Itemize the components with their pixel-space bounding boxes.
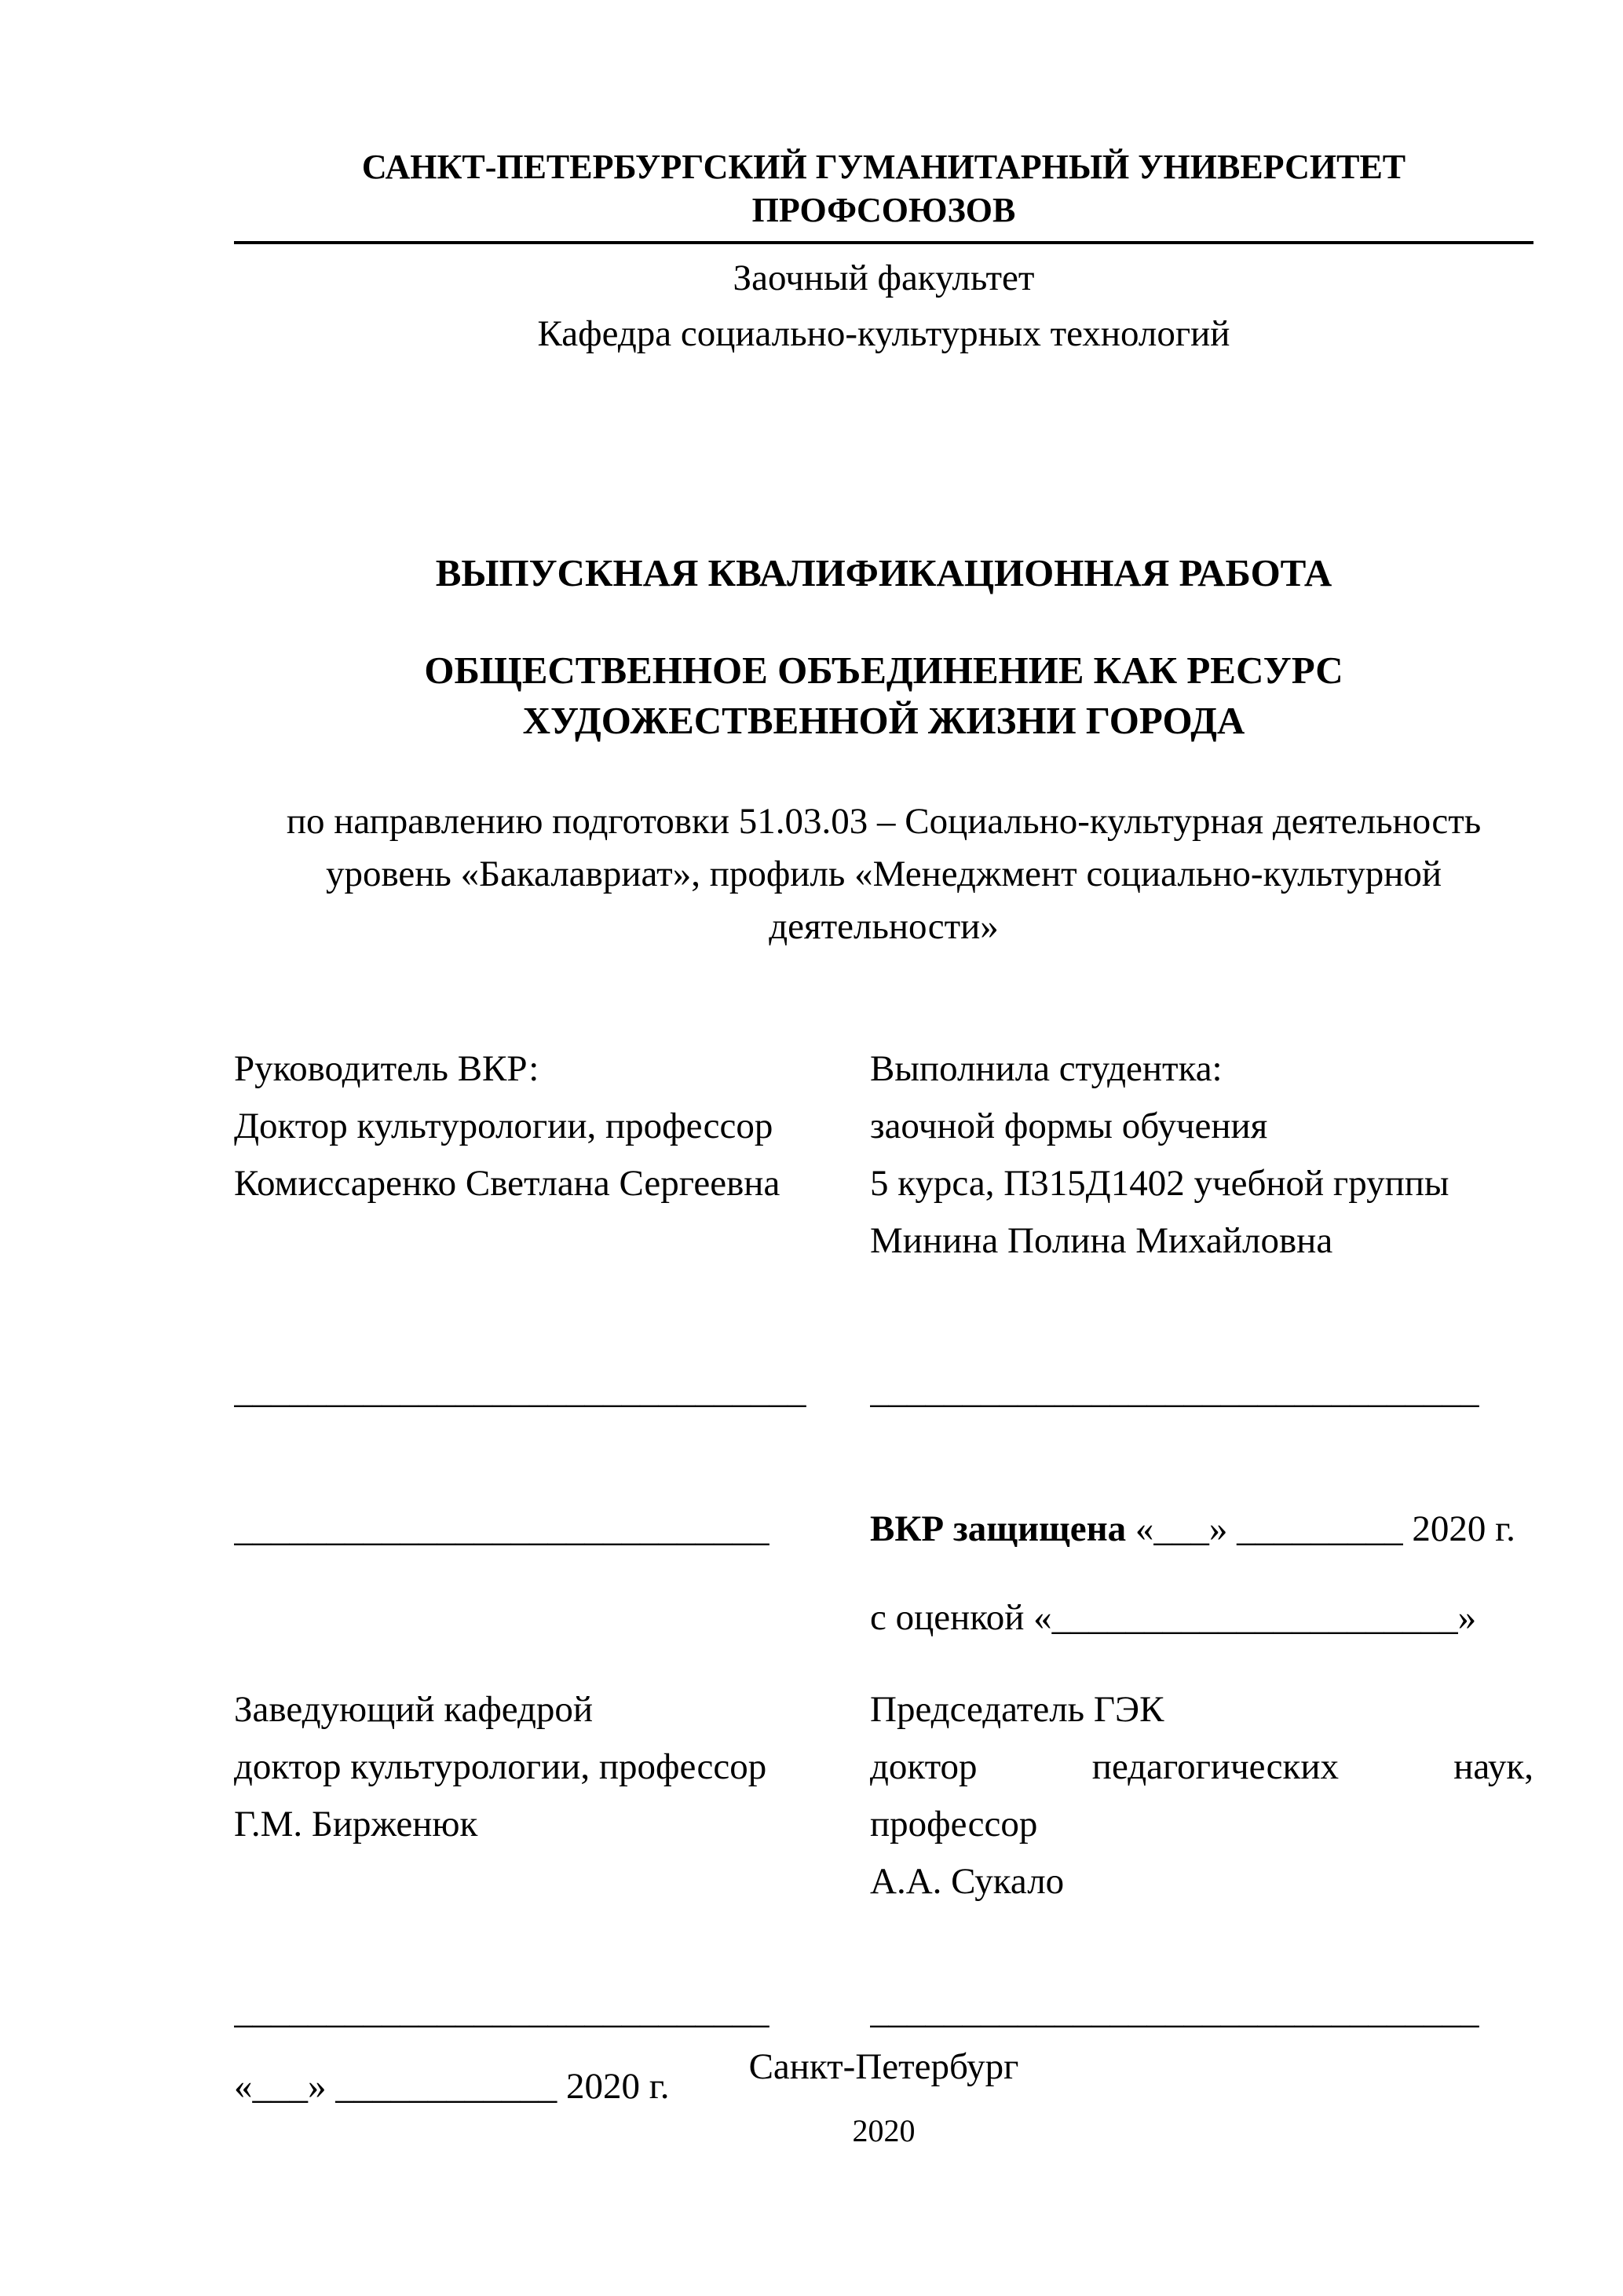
department-head-name: Г.М. Бирженюк xyxy=(234,1803,478,1844)
student-label: Выполнила студентка: xyxy=(870,1048,1223,1090)
grade-row-spacer xyxy=(234,1589,815,1647)
grade-row xyxy=(234,1589,1533,1647)
faculty-name: Заочный факультет xyxy=(733,258,1035,298)
signature-row-1 xyxy=(234,1362,1533,1420)
defended-date-blanks: «___» _________ 2020 г. xyxy=(1126,1508,1515,1550)
department-head-block xyxy=(234,1681,815,1910)
gek-chair-title: Председатель ГЭК xyxy=(870,1689,1164,1731)
gek-chair-degree: доктор педагогических наук, xyxy=(870,1746,1533,1787)
grade-line: с оценкой «______________________» xyxy=(870,1597,1477,1639)
university-name: САНКТ-ПЕТЕРБУРГСКИЙ ГУМАНИТАРНЫЙ УНИВЕРСИТЕТ ПРОФСОЮЗОВ xyxy=(234,145,1533,244)
student-name: Минина Полина Михайловна xyxy=(870,1219,1333,1261)
footer-year: 2020 xyxy=(852,2112,916,2148)
thesis-title xyxy=(234,645,1533,747)
footer xyxy=(234,2038,1533,2155)
gek-chair-name: А.А. Сукало xyxy=(870,1860,1065,1902)
student-group: 5 курса, П315Д1402 учебной группы xyxy=(870,1162,1449,1204)
signature-row-2 xyxy=(234,1501,1533,1558)
footer-city: Санкт-Петербург xyxy=(748,2046,1019,2087)
student-signature-line: _________________________________ xyxy=(870,1369,1479,1411)
student-block xyxy=(870,1040,1533,1269)
supervisor-name: Комиссаренко Светлана Сергеевна xyxy=(234,1162,780,1204)
supervisor-block xyxy=(234,1040,815,1269)
signature-row-3 xyxy=(234,1983,1533,2040)
department-head-title: Заведующий кафедрой xyxy=(234,1689,594,1731)
department-head-signature-line: _____________________________ xyxy=(234,1990,769,2031)
work-type-title: ВЫПУСКНАЯ КВАЛИФИКАЦИОННАЯ РАБОТА xyxy=(435,551,1332,594)
department-name: Кафедра социально-культурных технологий xyxy=(537,313,1230,354)
defended-label: ВКР защищена xyxy=(870,1508,1127,1550)
roles-section xyxy=(234,1040,1533,1269)
supervisor-signature-line: _______________________________ xyxy=(234,1369,806,1411)
extra-signature-line: _____________________________ xyxy=(234,1508,769,1550)
student-study-form: заочной формы обучения xyxy=(870,1106,1268,1147)
gek-chair-block xyxy=(870,1681,1533,1910)
gek-chair-rank: профессор xyxy=(870,1803,1038,1844)
thesis-title-line-2: ХУДОЖЕСТВЕННОЙ ЖИЗНИ ГОРОДА xyxy=(522,699,1245,743)
date-line: «___» ____________ 2020 г. xyxy=(234,2066,670,2108)
department-head-degree: доктор культурологии, профессор xyxy=(234,1746,767,1787)
supervisor-label: Руководитель ВКР: xyxy=(234,1048,539,1090)
officials-section xyxy=(234,1681,1533,1910)
supervisor-degree: Доктор культурологии, профессор xyxy=(234,1106,773,1147)
defended-line xyxy=(870,1501,1533,1558)
program-description: по направлению подготовки 51.03.03 – Социально-культурная деятельность уровень «Бакалавриат», профиль «Менеджмент социально-культурной деятельности» xyxy=(286,801,1482,947)
gek-chair-signature-line: _________________________________ xyxy=(870,1990,1479,2031)
thesis-title-line-1: ОБЩЕСТВЕННОЕ ОБЪЕДИНЕНИЕ КАК РЕСУРС xyxy=(424,648,1343,692)
